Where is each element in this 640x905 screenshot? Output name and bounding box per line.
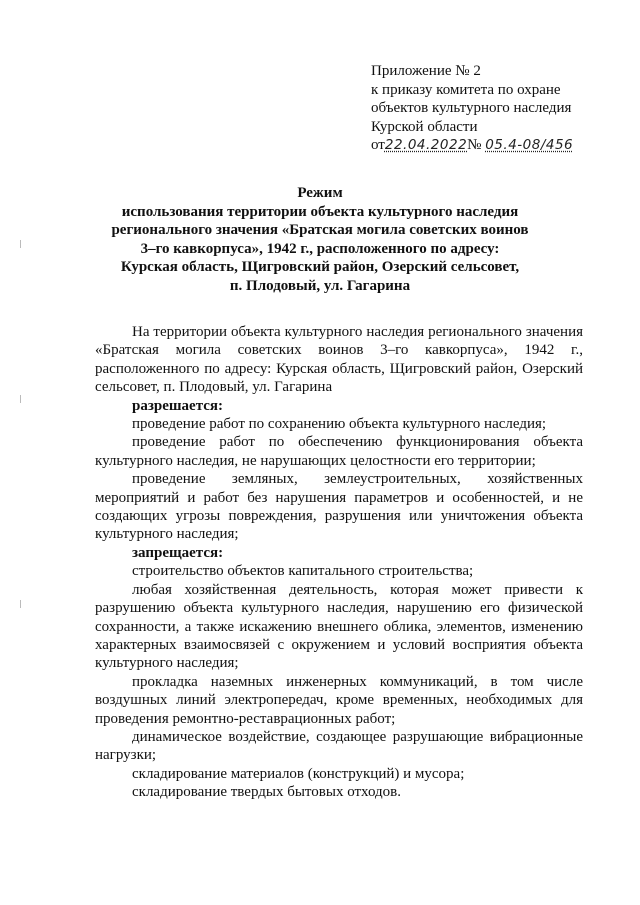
prohibited-item: прокладка наземных инженерных коммуникаций, в том числе воздушных линий электропередач, кроме временных, необходимых для проведения ремонтно-реставрационных работ;: [95, 673, 583, 727]
appendix-line: Приложение № 2: [371, 63, 481, 79]
title-line: Режим: [297, 185, 343, 201]
number-prefix: №: [467, 137, 482, 153]
allowed-item: проведение земляных, землеустроительных, хозяйственных мероприятий и работ без нарушения параметров и особенностей, и не создающих угрозы повреждения, разрушения или уничтожения объекта культурного наследия;: [95, 471, 583, 543]
handwritten-number: 05.4-08/456: [485, 137, 574, 153]
allowed-item: проведение работ по обеспечению функционирования объекта культурного наследия, не нарушающих целостности его территории;: [95, 434, 583, 469]
title-line: использования территории объекта культурного наследия: [121, 203, 519, 220]
document-title: [95, 184, 545, 296]
margin-mark: [20, 240, 21, 248]
title-line: 3–го кавкорпуса», 1942 г., расположенного по адресу:: [140, 240, 500, 257]
title-line: Курская область, Щигровский район, Озерский сельсовет,: [120, 259, 520, 276]
allowed-heading: разрешается:: [132, 397, 224, 414]
date-prefix: от: [371, 137, 385, 153]
appendix-block: [371, 62, 626, 155]
appendix-line: к приказу комитета по охране: [371, 81, 561, 98]
margin-mark: [20, 600, 21, 608]
prohibited-item: строительство объектов капитального строительства;: [132, 563, 474, 580]
appendix-line: объектов культурного наследия: [371, 100, 572, 116]
prohibited-item: складирование материалов (конструкций) и мусора;: [132, 765, 465, 782]
appendix-date-line: [371, 136, 626, 155]
appendix-line: Курской области: [371, 118, 478, 135]
title-line: регионального значения «Братская могила советских воинов: [111, 222, 529, 239]
prohibited-item: любая хозяйственная деятельность, которая может привести к разрушению объекта культурного наследия, нарушению его физической сохранности, а также искажению внешнего облика, элементов, изменению характерных взаимосвязей с окружением и условий восприятия объекта культурного наследия;: [95, 581, 583, 672]
prohibited-heading: запрещается:: [132, 544, 224, 561]
allowed-item: проведение работ по сохранению объекта культурного наследия;: [132, 416, 547, 433]
prohibited-item: складирование твердых бытовых отходов.: [132, 784, 402, 801]
prohibited-item: динамическое воздействие, создающее разрушающие вибрационные нагрузки;: [95, 728, 583, 764]
title-line: п. Плодовый, ул. Гагарина: [229, 277, 411, 294]
document-body: [95, 323, 583, 802]
margin-mark: [20, 395, 21, 403]
handwritten-date: 22.04.2022: [384, 137, 468, 153]
intro-paragraph: На территории объекта культурного наследия регионального значения «Братская могила советских воинов 3–го кавкорпуса», 1942 г., расположенного по адресу: Курская область, Щигровский район, Озерский сельсовет, п. Плодовый, ул. Гагарина: [95, 324, 583, 396]
